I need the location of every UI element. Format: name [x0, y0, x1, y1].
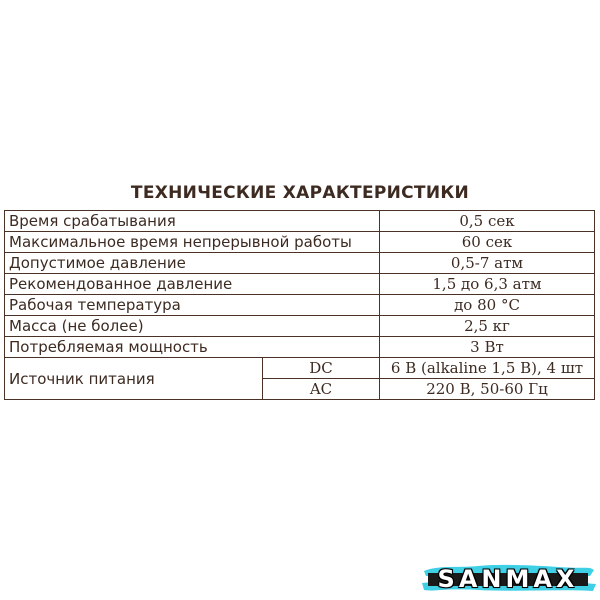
row-param-allowed-pressure: Допустимое давление	[5, 253, 380, 274]
table-row	[5, 232, 595, 253]
row-param-mass: Масса (не более)	[5, 316, 380, 337]
table-row	[5, 358, 595, 379]
row-param-power-consumption: Потребляемая мощность	[5, 337, 380, 358]
row-param-response-time: Время срабатывания	[5, 211, 380, 232]
table-row	[5, 337, 595, 358]
table-row	[5, 253, 595, 274]
row-value-mass: 2,5 кг	[380, 316, 595, 337]
spec-title: ТЕХНИЧЕСКИЕ ХАРАКТЕРИСТИКИ	[130, 183, 470, 203]
row-value-power-consumption: 3 Вт	[380, 337, 595, 358]
row-value-response-time: 0,5 сек	[380, 211, 595, 232]
logo-text: SANMAX	[437, 565, 579, 593]
power-type-dc: DC	[263, 358, 380, 379]
table-row	[5, 295, 595, 316]
row-value-max-continuous-time: 60 сек	[380, 232, 595, 253]
row-value-allowed-pressure: 0,5-7 атм	[380, 253, 595, 274]
table-row	[5, 274, 595, 295]
row-param-operating-temperature: Рабочая температура	[5, 295, 380, 316]
row-param-power-source: Источник питания	[5, 358, 263, 400]
row-param-recommended-pressure: Рекомендованное давление	[5, 274, 380, 295]
power-value-dc: 6 В (alkaline 1,5 В), 4 шт	[380, 358, 595, 379]
sanmax-logo	[418, 561, 598, 597]
spec-table	[4, 210, 595, 400]
power-value-ac: 220 В, 50-60 Гц	[380, 379, 595, 400]
row-param-max-continuous-time: Максимальное время непрерывной работы	[5, 232, 380, 253]
table-row	[5, 211, 595, 232]
table-row	[5, 316, 595, 337]
power-type-ac: AC	[263, 379, 380, 400]
row-value-recommended-pressure: 1,5 до 6,3 атм	[380, 274, 595, 295]
row-value-operating-temperature: до 80 °С	[380, 295, 595, 316]
